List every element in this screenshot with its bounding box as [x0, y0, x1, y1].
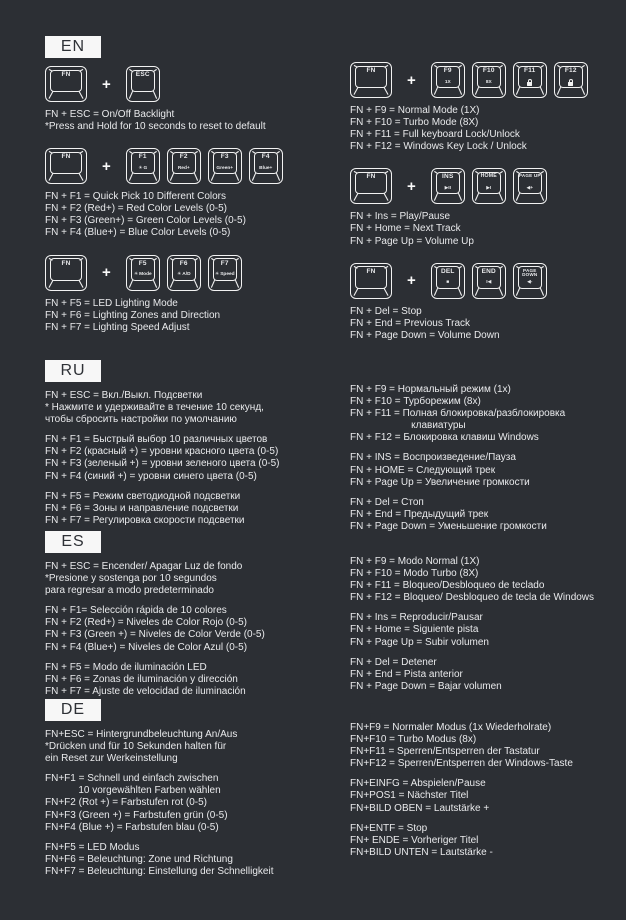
keycap-label: F3 — [220, 153, 229, 161]
instruction-line: FN + F5 = LED Lighting Mode — [45, 297, 178, 309]
instruction-line: FN + F5 = Режим светодиодной подсветки — [45, 490, 241, 502]
instruction-line: *Press and Hold for 10 seconds to reset to default — [45, 121, 266, 133]
keycap-sublabel — [527, 80, 532, 86]
instruction-line: FN+POS1 = Nächster Titel — [350, 790, 469, 802]
instruction-block — [350, 168, 622, 247]
lang-label-de: DE — [45, 699, 101, 721]
instruction-line: FN + End = Предыдущий трек — [350, 508, 489, 520]
instruction-line: FN + F6 = Зоны и направление подсветки — [45, 502, 239, 514]
instruction-line: FN + End = Pista anterior — [350, 668, 463, 680]
de-right-blocks — [350, 722, 622, 859]
lang-label-en: EN — [45, 36, 101, 58]
keycap-label: F11 — [524, 67, 536, 74]
instruction-line: FN + F2 (Red+) = Niveles de Color Rojo (0-5) — [45, 617, 248, 629]
instruction-block — [45, 255, 345, 334]
volume-down-icon: ◀- — [527, 280, 533, 286]
instruction-line: FN + Page Down = Volume Down — [350, 329, 500, 341]
keycap-sublabel — [445, 187, 451, 192]
prev-track-icon: I◀ — [486, 280, 492, 286]
instruction-block — [350, 263, 622, 342]
instruction-line: FN+F11 = Sperren/Entsperren der Tastatur — [350, 746, 540, 758]
lang-label-ru: RU — [45, 360, 101, 382]
instruction-block — [45, 148, 345, 239]
instruction-line: FN + F12 = Bloqueo/ Desbloqueo de tecla de Windows — [350, 592, 595, 604]
instruction-line: FN + F11 = Полная блокировка/разблокировка — [350, 408, 566, 420]
instruction-line: FN + F9 = Normal Mode (1X) — [350, 105, 480, 116]
instruction-block — [45, 491, 347, 527]
instruction-line: FN + F1 = Quick Pick 10 Different Colors — [45, 191, 226, 203]
section-de-left — [45, 699, 347, 886]
volume-up-icon: ◀+ — [526, 185, 534, 191]
plus-sign: + — [407, 272, 416, 290]
keycap-fn — [350, 62, 392, 98]
instruction-line: para regresar a modo predeterminado — [45, 585, 214, 597]
instruction-line: FN + INS = Воспроизведение/Пауза — [350, 452, 516, 464]
en-left-blocks — [45, 66, 345, 334]
keycap-label: F12 — [564, 67, 577, 74]
keycap-fn — [45, 255, 87, 291]
keycap-row — [350, 62, 622, 98]
es-right-blocks — [350, 556, 622, 693]
keycap-label: FN — [61, 71, 71, 78]
instruction-line: FN+F3 (Green +) = Farbstufen grün (0-5) — [45, 809, 228, 821]
keycap-label: FN — [366, 67, 376, 74]
instruction-block — [45, 561, 347, 597]
keycap-label: F1 — [138, 153, 147, 161]
instruction-line: FN+F10 = Turbo Modus (8x) — [350, 734, 477, 746]
instruction-line: FN + Ins = Play/Pause — [350, 211, 451, 223]
instruction-line: FN + F1 = Быстрый выбор 10 различных цветов — [45, 434, 268, 446]
keycap-row — [45, 148, 345, 184]
instruction-line: FN + F5 = Modo de iluminación LED — [45, 661, 207, 673]
instruction-line: FN + F2 (Red+) = Red Color Levels (0-5) — [45, 203, 228, 215]
instruction-line: FN + F7 = Lighting Speed Adjust — [45, 321, 190, 333]
keycap-f11 — [513, 62, 547, 98]
win-lock-icon — [568, 82, 573, 86]
keycap-sublabel — [486, 281, 491, 286]
instruction-line: FN+ESC = Hintergrundbeleuchtung An/Aus — [45, 729, 238, 740]
instruction-line: FN + F7 = Ajuste de velocidad de iluminación — [45, 685, 246, 697]
keycap-label: DEL — [440, 267, 455, 275]
es-left-blocks — [45, 561, 347, 698]
instruction-line: FN+F12 = Sperren/Entsperren der Windows-Taste — [350, 758, 573, 770]
stop-icon: ■ — [446, 280, 450, 286]
instruction-line: FN + F3 (Green+) = Green Color Levels (0-5) — [45, 215, 246, 227]
instruction-line: FN + F12 = Блокировка клавиш Windows — [350, 432, 539, 444]
plus-sign: + — [407, 177, 416, 195]
instruction-block — [45, 729, 347, 765]
instruction-line: FN+F1 = Schnell und einfach zwischen — [45, 773, 219, 785]
instruction-line: FN + ESC = Вкл./Выкл. Подсветки — [45, 390, 203, 401]
keycap-label: F5 — [138, 259, 147, 267]
instruction-line: FN + F10 = Modo Turbo (8X) — [350, 568, 479, 580]
keycap-sublabel — [527, 187, 534, 192]
instruction-line: FN + F4 (синий +) = уровни синего цвета (0-5) — [45, 470, 257, 482]
keycap-f7 — [208, 255, 242, 291]
instruction-line: FN + Page Up = Volume Up — [350, 235, 474, 247]
instruction-line: FN+F6 = Beleuchtung: Zone und Richtung — [45, 853, 233, 865]
plus-sign: + — [407, 71, 416, 89]
section-de-right — [350, 722, 622, 867]
instruction-block — [350, 384, 622, 444]
instruction-line: *Presione y sostenga por 10 segundos — [45, 573, 217, 585]
section-ru-right — [350, 384, 622, 541]
section-ru-left — [45, 360, 347, 535]
keycap-label: FN — [61, 153, 71, 161]
keycap-page-down — [513, 263, 547, 299]
keycap-label: INS — [442, 173, 454, 181]
keycap-label: F9 — [443, 67, 452, 74]
keycap-label: HOME — [480, 173, 497, 180]
keycap-end — [472, 263, 506, 299]
keycap-fn — [45, 66, 87, 102]
instruction-line: FN + F9 = Нормальный режим (1х) — [350, 384, 511, 395]
instruction-line: FN + HOME = Следующий трек — [350, 464, 496, 476]
keycap-row — [350, 168, 622, 204]
instruction-line: FN+F9 = Normaler Modus (1x Wiederholrate) — [350, 722, 552, 733]
instruction-block — [350, 778, 622, 814]
section-en-right — [350, 60, 622, 357]
instruction-line: FN + Ins = Reproducir/Pausar — [350, 612, 483, 624]
instruction-block — [45, 390, 347, 426]
instruction-block — [350, 722, 622, 770]
lock-icon — [527, 82, 532, 86]
instruction-block — [350, 556, 622, 604]
instruction-line: ein Reset zur Werkeinstellung — [45, 753, 178, 765]
keycap-sublabel — [486, 187, 491, 192]
keycap-esc — [126, 66, 160, 102]
instruction-block — [45, 773, 347, 833]
keycap-sublabel: ☀ G — [138, 165, 148, 171]
en-right-blocks — [350, 62, 622, 342]
plus-sign: + — [102, 75, 111, 93]
instruction-line: FN + F4 (Blue+) = Blue Color Levels (0-5) — [45, 227, 231, 239]
instruction-line: FN + F11 = Full keyboard Lock/Unlock — [350, 129, 520, 141]
keycap-label: FN — [61, 259, 71, 267]
instruction-line: чтобы сбросить настройки по умолчанию — [45, 414, 237, 426]
instruction-block — [45, 434, 347, 482]
keycap-sublabel: Blue+ — [259, 165, 273, 171]
instruction-line: FN + F6 = Zonas de iluminación y dirección — [45, 673, 238, 685]
keycap-f10 — [472, 62, 506, 98]
plus-sign: + — [102, 264, 111, 282]
backlight-icon: ☀ — [133, 272, 139, 278]
instruction-line: FN + Page Down = Уменьшение громкости — [350, 520, 547, 532]
keycap-label: FN — [366, 267, 376, 275]
keycap-page-up — [513, 168, 547, 204]
instruction-line: FN + F10 = Turbo Mode (8X) — [350, 117, 479, 129]
keycap-f3 — [208, 148, 242, 184]
play-pause-icon: ▶II — [444, 185, 451, 191]
keycap-row — [350, 263, 622, 299]
keycap-fn — [45, 148, 87, 184]
keycap-row — [45, 66, 345, 102]
instruction-line: * Нажмите и удерживайте в течение 10 секунд, — [45, 402, 264, 414]
plus-sign: + — [102, 157, 111, 175]
keycap-label: F7 — [220, 259, 229, 267]
instruction-line: FN + F12 = Windows Key Lock / Unlock — [350, 141, 527, 153]
keycap-sublabel: ☀ Mode — [133, 272, 152, 278]
instruction-line: 10 vorgewählten Farben wählen — [45, 785, 221, 797]
instruction-line: FN+F7 = Beleuchtung: Einstellung der Schnelligkeit — [45, 865, 274, 877]
instruction-block — [45, 66, 345, 133]
section-en-left — [45, 36, 345, 349]
instruction-line: FN + F4 (Blue+) = Niveles de Color Azul (0-5) — [45, 641, 248, 653]
instruction-line: *Drücken und für 10 Sekunden halten für — [45, 741, 227, 753]
keycap-home — [472, 168, 506, 204]
instruction-line: FN + F7 = Регулировка скорости подсветки — [45, 514, 245, 526]
keycap-label: F2 — [179, 153, 188, 161]
keycap-sublabel — [446, 281, 449, 286]
instruction-line: FN + Home = Next Track — [350, 223, 461, 235]
de-left-blocks — [45, 729, 347, 878]
keycap-label: F6 — [179, 259, 188, 267]
instruction-block — [350, 657, 622, 693]
instruction-line: FN + End = Previous Track — [350, 317, 471, 329]
lang-label-es: ES — [45, 531, 101, 553]
keycap-sublabel: 8X — [485, 79, 492, 85]
instruction-block — [350, 497, 622, 533]
keycap-f5 — [126, 255, 160, 291]
keycap-sublabel: ☀ Speed — [214, 272, 235, 278]
backlight-icon: ☀ — [176, 272, 182, 278]
keycap-sublabel: 1X — [444, 79, 451, 85]
keycap-sublabel — [568, 80, 573, 86]
instruction-block — [45, 842, 347, 878]
instruction-line: FN + ESC = On/Off Backlight — [45, 109, 175, 120]
instruction-line: FN + Del = Стоп — [350, 496, 424, 508]
keycap-ins — [431, 168, 465, 204]
instruction-line: FN+BILD UNTEN = Lautstärke - — [350, 846, 493, 858]
instruction-block — [350, 823, 622, 859]
keycap-sublabel: Red+ — [177, 165, 190, 171]
backlight-icon: ☀ — [138, 165, 143, 171]
keycap-row — [45, 255, 345, 291]
instruction-line: FN + Page Down = Bajar volumen — [350, 680, 502, 692]
keycap-label: FN — [366, 173, 376, 181]
instruction-line: FN+F4 (Blue +) = Farbstufen blau (0-5) — [45, 821, 219, 833]
instruction-line: FN + Home = Siguiente pista — [350, 624, 479, 636]
instruction-line: FN + F9 = Modo Normal (1X) — [350, 556, 480, 567]
keycap-f9 — [431, 62, 465, 98]
instruction-line: FN+ENTF = Stop — [350, 822, 428, 834]
instruction-line: FN + F3 (зеленый +) = уровни зеленого цвета (0-5) — [45, 458, 280, 470]
keycap-f12 — [554, 62, 588, 98]
keycap-sublabel: Green+ — [216, 165, 234, 171]
section-es-right — [350, 556, 622, 701]
instruction-block — [350, 612, 622, 648]
instruction-line: FN + F3 (Green +) = Niveles de Color Verde (0-5) — [45, 629, 265, 641]
instruction-line: клавиатуры — [350, 420, 466, 432]
next-track-icon: ▶I — [486, 185, 492, 191]
ru-left-blocks — [45, 390, 347, 527]
instruction-line: FN + F11 = Bloqueo/Desbloqueo de teclado — [350, 580, 545, 592]
instruction-line: FN + Page Up = Subir volumen — [350, 636, 489, 648]
instruction-line: FN + F1= Selección rápida de 10 colores — [45, 605, 227, 617]
instruction-line: FN+ ENDE = Vorheriger Titel — [350, 834, 479, 846]
instruction-line: FN + Page Up = Увеличение громкости — [350, 476, 530, 488]
keycap-label: ESC — [135, 71, 150, 78]
keycap-fn — [350, 263, 392, 299]
instruction-block — [350, 62, 622, 153]
keycap-f2 — [167, 148, 201, 184]
instruction-line: FN + F6 = Lighting Zones and Direction — [45, 309, 221, 321]
instruction-line: FN + F2 (красный +) = уровни красного цвета (0-5) — [45, 446, 279, 458]
instruction-line: FN + Del = Stop — [350, 305, 422, 317]
instruction-block — [350, 452, 622, 488]
keycap-f1 — [126, 148, 160, 184]
section-es-left — [45, 531, 347, 706]
instruction-line: FN+EINFG = Abspielen/Pause — [350, 778, 486, 790]
instruction-line: FN + ESC = Encender/ Apagar Luz de fondo — [45, 561, 243, 572]
keycap-sublabel — [527, 281, 532, 286]
instruction-block — [45, 605, 347, 653]
keycap-label: PAGE UP — [518, 173, 541, 179]
keycap-f6 — [167, 255, 201, 291]
instruction-block — [45, 662, 347, 698]
keycap-sublabel: ☀ A/D — [176, 272, 191, 278]
keycap-f4 — [249, 148, 283, 184]
instruction-line: FN + F10 = Турборежим (8х) — [350, 396, 481, 408]
backlight-icon: ☀ — [214, 272, 220, 278]
ru-right-blocks — [350, 384, 622, 533]
keycap-label: PAGE DOWN — [522, 267, 538, 278]
keycap-label: F10 — [482, 67, 495, 74]
instruction-line: FN+BILD OBEN = Lautstärke + — [350, 802, 490, 814]
instruction-line: FN + Del = Detener — [350, 656, 437, 668]
keycap-fn — [350, 168, 392, 204]
instruction-line: FN+F2 (Rot +) = Farbstufen rot (0-5) — [45, 797, 207, 809]
keycap-label: END — [481, 267, 496, 275]
keycap-del — [431, 263, 465, 299]
keycap-label: F4 — [261, 153, 270, 161]
instruction-line: FN+F5 = LED Modus — [45, 841, 140, 853]
